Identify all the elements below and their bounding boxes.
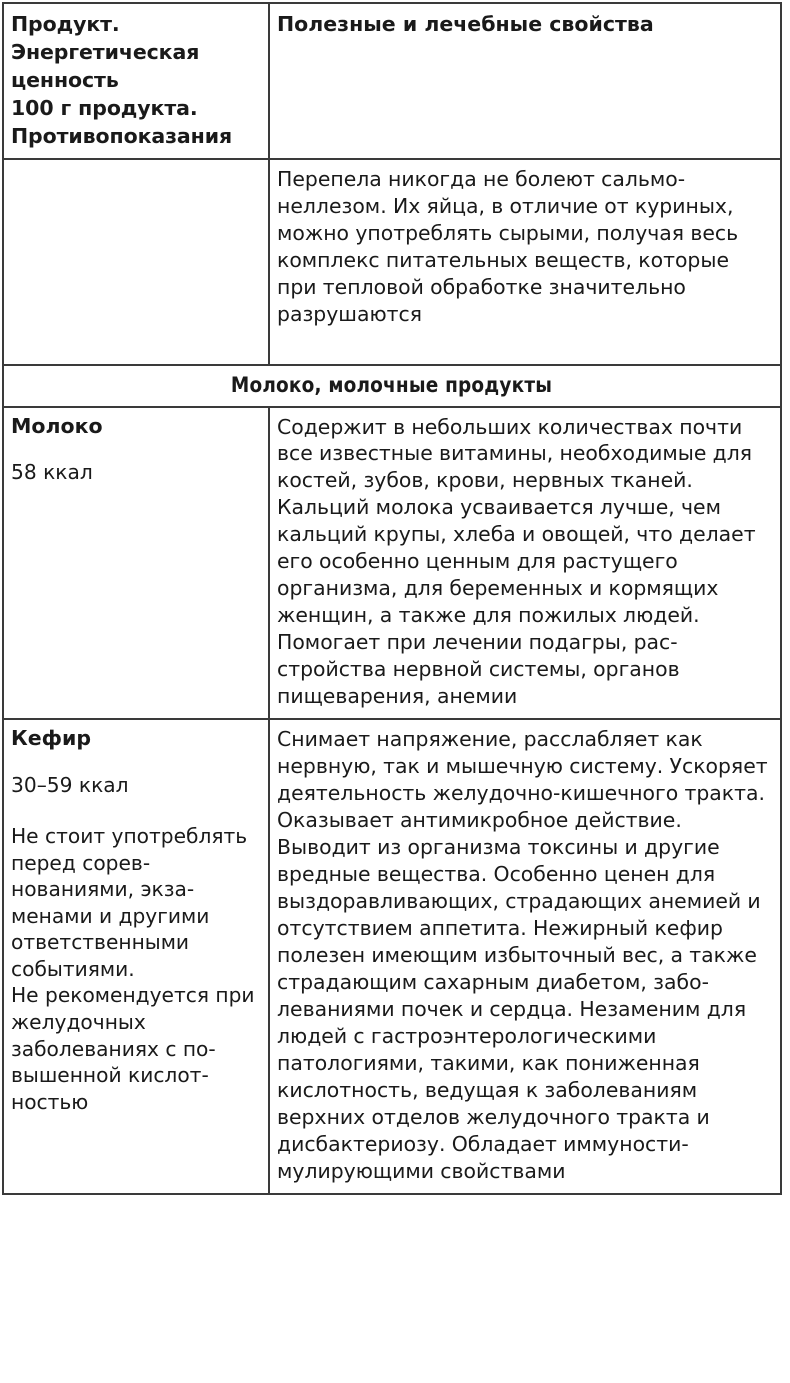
section-title-text: Молоко, молочные продукты xyxy=(231,373,553,398)
cell-description-kefir xyxy=(269,719,781,1193)
product-name: Молоко xyxy=(11,413,103,438)
header-cell-properties: Полезные и лечебные свойства xyxy=(269,3,781,159)
nutrition-properties-table xyxy=(2,2,782,1195)
cell-description-milk xyxy=(269,407,781,720)
table-header-row xyxy=(3,3,781,159)
product-kcal: 58 ккал xyxy=(11,460,93,485)
cell-product-kefir xyxy=(3,719,269,1193)
cell-description-quail xyxy=(269,159,781,365)
contraindication-paragraph: Не рекомендуется при желудочных заболеваниях с повышенной кислотностью xyxy=(11,983,255,1114)
product-name: Кефир xyxy=(11,726,92,751)
header-line-5: Противопоказания xyxy=(11,123,233,148)
header-line-3: ценность xyxy=(11,67,119,92)
cell-product-milk xyxy=(3,407,269,720)
description-text: Содержит в небольших количествах почти все известные витамины, необходимые для костей, зубов, крови, нервных тканей. Кальций молока усваивается лучше, чем кальций крупы, хлеба и овощей, что делает его особенно ценным для растущего организма, для беременных и кормящих женщин, а также для пожилых людей. Помогает при лечении подагры, расстройства нервной системы, органов пищеварения, анемии xyxy=(277,414,756,709)
product-kcal: 30–59 ккал xyxy=(11,772,129,797)
table-section-row-dairy xyxy=(3,365,781,406)
table-row-quail xyxy=(3,159,781,365)
header-line-4: 100 г продукта. xyxy=(11,95,198,120)
header-line-2: Энергетическая xyxy=(11,39,200,64)
description-text: Перепела никогда не болеют сальмонеллезом. Их яйца, в отличие от куриных, можно употреблять сырыми, получая весь комплекс питательных веществ, которые при тепловой обработке значительно разрушаются xyxy=(277,167,739,327)
table-row-milk xyxy=(3,407,781,720)
contraindication-paragraph: Не стоит употреблять перед соревнованиями, экзаменами и другими ответственными событиями. xyxy=(11,824,248,981)
table-row-kefir xyxy=(3,719,781,1193)
product-contraindications xyxy=(11,823,261,1115)
header-cell-product xyxy=(3,3,269,159)
cell-product-empty xyxy=(3,159,269,365)
section-title-cell xyxy=(3,365,781,406)
description-text: Снимает напряжение, расслабляет как нервную, так и мышечную систему. Ускоряет деятельность желудочно-кишечного тракта. Оказывает антимикробное действие. Выводит из организма токсины и другие вредные вещества. Особенно ценен для выздоравливающих, страдающих анемией и отсутствием аппетита. Нежирный кефир полезен имеющим избыточный вес, а также страдающим сахарным диабетом, заболеваниями почек и сердца. Незаменим для людей с гастроэнтерологическими патологиями, такими, как пониженная кислотность, ведущая к заболеваниям верхних отделов желудочного тракта и дисбактериозу. Обладает иммуностимулирующими свойствами xyxy=(277,727,768,1183)
header-line-1: Продукт. xyxy=(11,12,120,36)
